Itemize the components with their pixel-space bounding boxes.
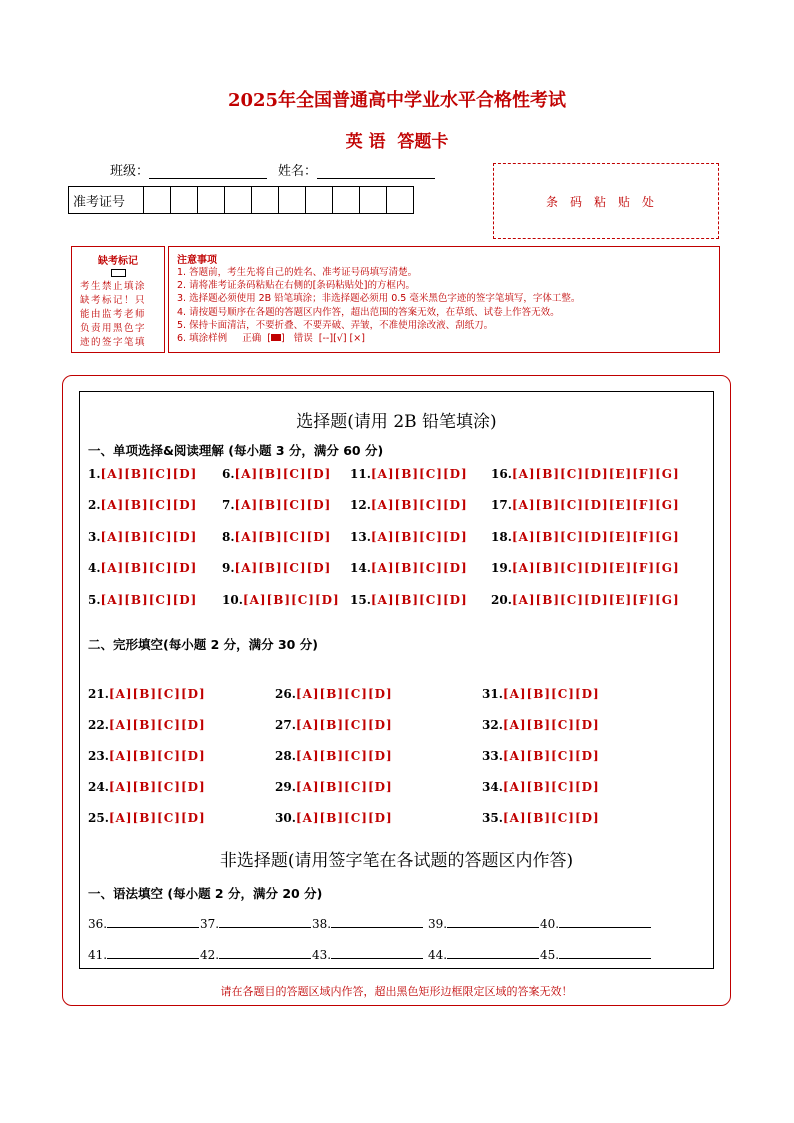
fill-blank-line[interactable] bbox=[107, 946, 199, 959]
fill-blank-number: 40. bbox=[540, 917, 560, 931]
question-number: 12. bbox=[350, 498, 371, 512]
answer-options[interactable]: [A][B][C][D] bbox=[108, 780, 206, 794]
answer-options[interactable]: [A][B][C][D][E][F][G] bbox=[511, 561, 680, 575]
fill-blank-line[interactable] bbox=[559, 915, 651, 928]
instruction-line: 2. 请将准考证条码粘贴在右侧的[条码粘贴处]的方框内。 bbox=[177, 280, 415, 292]
question-number: 11. bbox=[350, 467, 371, 481]
question-item bbox=[482, 811, 600, 825]
question-number: 3. bbox=[88, 530, 101, 544]
question-number: 22. bbox=[88, 718, 109, 732]
question-number: 23. bbox=[88, 749, 109, 763]
question-number: 32. bbox=[482, 718, 503, 732]
barcode-label: 条码粘贴处 bbox=[545, 194, 666, 209]
instruction-line: 5. 保持卡面清洁，不要折叠、不要弄破、弄皱，不准使用涂改液、刮纸刀。 bbox=[177, 319, 494, 331]
instruction-line: 1. 答题前，考生先将自己的姓名、准考证号码填写清楚。 bbox=[177, 267, 418, 278]
fill-blank-item bbox=[88, 946, 199, 962]
answer-options[interactable]: [A][B][C][D] bbox=[502, 687, 600, 701]
question-item bbox=[88, 687, 206, 701]
answer-options[interactable]: [A][B][C][D] bbox=[502, 749, 600, 763]
question-item bbox=[88, 749, 206, 763]
question-item bbox=[222, 530, 331, 544]
question-item bbox=[88, 498, 197, 512]
fill-blank-line[interactable] bbox=[219, 915, 311, 928]
answer-options[interactable]: [A][B][C][D] bbox=[100, 593, 198, 607]
answer-options[interactable]: [A][B][C][D] bbox=[100, 498, 198, 512]
choice-heading: 选择题(请用 2B 铅笔填涂) bbox=[296, 412, 497, 432]
answer-options[interactable]: [A][B][C][D] bbox=[234, 530, 332, 544]
class-label: 班级： bbox=[110, 164, 150, 179]
fill-blank-number: 44. bbox=[428, 948, 448, 962]
fill-blank-number: 36. bbox=[88, 917, 108, 931]
question-number: 34. bbox=[482, 780, 503, 794]
answer-options[interactable]: [A][B][C][D][E][F][G] bbox=[511, 498, 680, 512]
question-number: 13. bbox=[350, 530, 371, 544]
question-number: 28. bbox=[275, 749, 296, 763]
answer-options[interactable]: [A][B][C][D] bbox=[100, 467, 198, 481]
fill-blank-item bbox=[540, 915, 651, 931]
question-item bbox=[88, 718, 206, 732]
fill-blank-number: 41. bbox=[88, 948, 108, 962]
answer-options[interactable]: [A][B][C][D] bbox=[295, 687, 393, 701]
exam-id-box[interactable] bbox=[279, 187, 306, 214]
question-item bbox=[275, 718, 393, 732]
part1-title: 一、单项选择&阅读理解 (每小题 3 分，满分 60 分) bbox=[88, 443, 384, 458]
question-number: 20. bbox=[491, 593, 512, 607]
absence-mark-bubble[interactable] bbox=[111, 269, 126, 277]
answer-options[interactable]: [A][B][C][D] bbox=[234, 498, 332, 512]
question-item bbox=[350, 593, 468, 607]
question-item bbox=[222, 498, 331, 512]
question-number: 24. bbox=[88, 780, 109, 794]
fill-blank-number: 43. bbox=[312, 948, 332, 962]
question-item bbox=[275, 749, 393, 763]
question-number: 27. bbox=[275, 718, 296, 732]
exam-id-label: 准考证号 bbox=[69, 187, 144, 214]
name-line[interactable] bbox=[317, 164, 435, 179]
absence-mark-title: 缺考标记 bbox=[98, 256, 138, 267]
question-number: 17. bbox=[491, 498, 512, 512]
exam-id-box[interactable] bbox=[333, 187, 360, 214]
question-number: 31. bbox=[482, 687, 503, 701]
question-item bbox=[222, 561, 331, 575]
question-number: 5. bbox=[88, 593, 101, 607]
name-label: 姓名： bbox=[278, 164, 318, 179]
question-item bbox=[482, 718, 600, 732]
fill-blank-number: 45. bbox=[540, 948, 560, 962]
fill-blank-item bbox=[200, 946, 311, 962]
exam-id-box[interactable] bbox=[360, 187, 387, 214]
fill-blank-item bbox=[200, 915, 311, 931]
question-item bbox=[491, 561, 680, 575]
question-item bbox=[350, 467, 468, 481]
fill-sample-line: 6. 填涂样例 正确 [ ] 错误 [--][√] [×] bbox=[177, 333, 365, 345]
correct-sample-mark bbox=[271, 334, 281, 341]
answer-options[interactable]: [A][B][C][D] bbox=[370, 467, 468, 481]
question-item bbox=[491, 498, 680, 512]
exam-id-box[interactable] bbox=[198, 187, 225, 214]
barcode-area bbox=[493, 163, 719, 239]
fill-blank-line[interactable] bbox=[447, 946, 539, 959]
answer-options[interactable]: [A][B][C][D] bbox=[100, 530, 198, 544]
question-item bbox=[350, 498, 468, 512]
question-number: 19. bbox=[491, 561, 512, 575]
question-number: 29. bbox=[275, 780, 296, 794]
fill-blank-item bbox=[312, 946, 423, 962]
question-number: 4. bbox=[88, 561, 101, 575]
absence-mark-box bbox=[71, 246, 165, 353]
question-item bbox=[88, 780, 206, 794]
exam-id-box[interactable] bbox=[252, 187, 279, 214]
page-subtitle: 英 语 答题卡 bbox=[345, 132, 449, 152]
question-item bbox=[491, 530, 680, 544]
answer-options[interactable]: [A][B][C][D] bbox=[108, 687, 206, 701]
fill-blank-item bbox=[428, 915, 539, 931]
footer-warning: 请在各题目的答题区域内作答，超出黑色矩形边框限定区域的答案无效！ bbox=[220, 985, 573, 998]
question-number: 10. bbox=[222, 593, 243, 607]
question-item bbox=[88, 593, 197, 607]
fill-blank-item bbox=[540, 946, 651, 962]
answer-options[interactable]: [A][B][C][D] bbox=[502, 780, 600, 794]
answer-options[interactable]: [A][B][C][D][E][F][G] bbox=[511, 530, 680, 544]
fill-blank-line[interactable] bbox=[219, 946, 311, 959]
fill-blank-number: 42. bbox=[200, 948, 220, 962]
answer-options[interactable]: [A][B][C][D] bbox=[242, 593, 340, 607]
question-item bbox=[275, 687, 393, 701]
fill-blank-number: 38. bbox=[312, 917, 332, 931]
question-number: 25. bbox=[88, 811, 109, 825]
name-field[interactable] bbox=[278, 160, 435, 179]
fill-blank-line[interactable] bbox=[331, 915, 423, 928]
exam-id-box[interactable] bbox=[387, 187, 414, 214]
question-number: 1. bbox=[88, 467, 101, 481]
instruction-line: 4. 请按题号顺序在各题的答题区内作答，超出范围的答案无效，在草纸、试卷上作答无效。 bbox=[177, 306, 560, 318]
class-field[interactable] bbox=[110, 160, 267, 179]
grammar-part-title: 一、语法填空 (每小题 2 分，满分 20 分) bbox=[88, 886, 323, 901]
fill-blank-line[interactable] bbox=[559, 946, 651, 959]
nonchoice-heading: 非选择题(请用签字笔在各试题的答题区内作答) bbox=[219, 851, 574, 871]
fill-blank-line[interactable] bbox=[331, 946, 423, 959]
exam-id-box[interactable] bbox=[171, 187, 198, 214]
answer-options[interactable]: [A][B][C][D] bbox=[295, 811, 393, 825]
question-item bbox=[482, 749, 600, 763]
instructions-title: 注意事项 bbox=[177, 255, 217, 266]
exam-id-table bbox=[68, 186, 414, 214]
question-item bbox=[482, 780, 600, 794]
answer-options[interactable]: [A][B][C][D] bbox=[370, 498, 468, 512]
question-number: 2. bbox=[88, 498, 101, 512]
answer-options[interactable]: [A][B][C][D][E][F][G] bbox=[511, 593, 680, 607]
answer-options[interactable]: [A][B][C][D] bbox=[108, 718, 206, 732]
answer-options[interactable]: [A][B][C][D] bbox=[502, 811, 600, 825]
question-item bbox=[275, 780, 393, 794]
question-number: 35. bbox=[482, 811, 503, 825]
question-number: 8. bbox=[222, 530, 235, 544]
question-number: 9. bbox=[222, 561, 235, 575]
question-item bbox=[491, 593, 680, 607]
fill-blank-line[interactable] bbox=[107, 915, 199, 928]
answer-options[interactable]: [A][B][C][D] bbox=[295, 749, 393, 763]
question-item bbox=[88, 561, 197, 575]
fill-blank-item bbox=[312, 915, 423, 931]
part2-title: 二、完形填空(每小题 2 分，满分 30 分) bbox=[88, 637, 318, 652]
answer-options[interactable]: [A][B][C][D] bbox=[370, 561, 468, 575]
question-item bbox=[491, 467, 680, 481]
answer-options[interactable]: [A][B][C][D][E][F][G] bbox=[511, 467, 680, 481]
answer-options[interactable]: [A][B][C][D] bbox=[100, 561, 198, 575]
question-item bbox=[222, 593, 340, 607]
fill-blank-number: 39. bbox=[428, 917, 448, 931]
question-item bbox=[88, 467, 197, 481]
absence-mark-text: 考生禁止填涂 缺考标记！只 能由监考老师 负责用黑色字 迹的签字笔填 bbox=[80, 281, 147, 348]
question-item bbox=[482, 687, 600, 701]
instructions-box bbox=[168, 246, 720, 353]
answer-options[interactable]: [A][B][C][D] bbox=[370, 593, 468, 607]
question-number: 6. bbox=[222, 467, 235, 481]
question-number: 7. bbox=[222, 498, 235, 512]
question-number: 26. bbox=[275, 687, 296, 701]
question-number: 33. bbox=[482, 749, 503, 763]
answer-options[interactable]: [A][B][C][D] bbox=[502, 718, 600, 732]
question-item bbox=[222, 467, 331, 481]
answer-options[interactable]: [A][B][C][D] bbox=[370, 530, 468, 544]
question-number: 18. bbox=[491, 530, 512, 544]
question-number: 30. bbox=[275, 811, 296, 825]
question-item bbox=[88, 811, 206, 825]
fill-blank-number: 37. bbox=[200, 917, 220, 931]
question-item bbox=[350, 561, 468, 575]
question-item bbox=[88, 530, 197, 544]
answer-options[interactable]: [A][B][C][D] bbox=[108, 749, 206, 763]
question-number: 21. bbox=[88, 687, 109, 701]
fill-blank-line[interactable] bbox=[447, 915, 539, 928]
fill-blank-item bbox=[428, 946, 539, 962]
question-number: 14. bbox=[350, 561, 371, 575]
answer-options[interactable]: [A][B][C][D] bbox=[108, 811, 206, 825]
exam-id-box[interactable] bbox=[225, 187, 252, 214]
instruction-line: 3. 选择题必须使用 2B 铅笔填涂；非选择题必须用 0.5 毫米黑色字迹的签字笔填写，字体工整。 bbox=[177, 293, 581, 305]
exam-id-box[interactable] bbox=[144, 187, 171, 214]
question-item bbox=[275, 811, 393, 825]
answer-options[interactable]: [A][B][C][D] bbox=[295, 718, 393, 732]
question-item bbox=[350, 530, 468, 544]
page-title: 2025年全国普通高中学业水平合格性考试 bbox=[227, 90, 567, 111]
answer-options[interactable]: [A][B][C][D] bbox=[295, 780, 393, 794]
exam-id-box[interactable] bbox=[306, 187, 333, 214]
class-line[interactable] bbox=[149, 164, 267, 179]
answer-options[interactable]: [A][B][C][D] bbox=[234, 467, 332, 481]
question-number: 15. bbox=[350, 593, 371, 607]
question-number: 16. bbox=[491, 467, 512, 481]
fill-blank-item bbox=[88, 915, 199, 931]
answer-options[interactable]: [A][B][C][D] bbox=[234, 561, 332, 575]
